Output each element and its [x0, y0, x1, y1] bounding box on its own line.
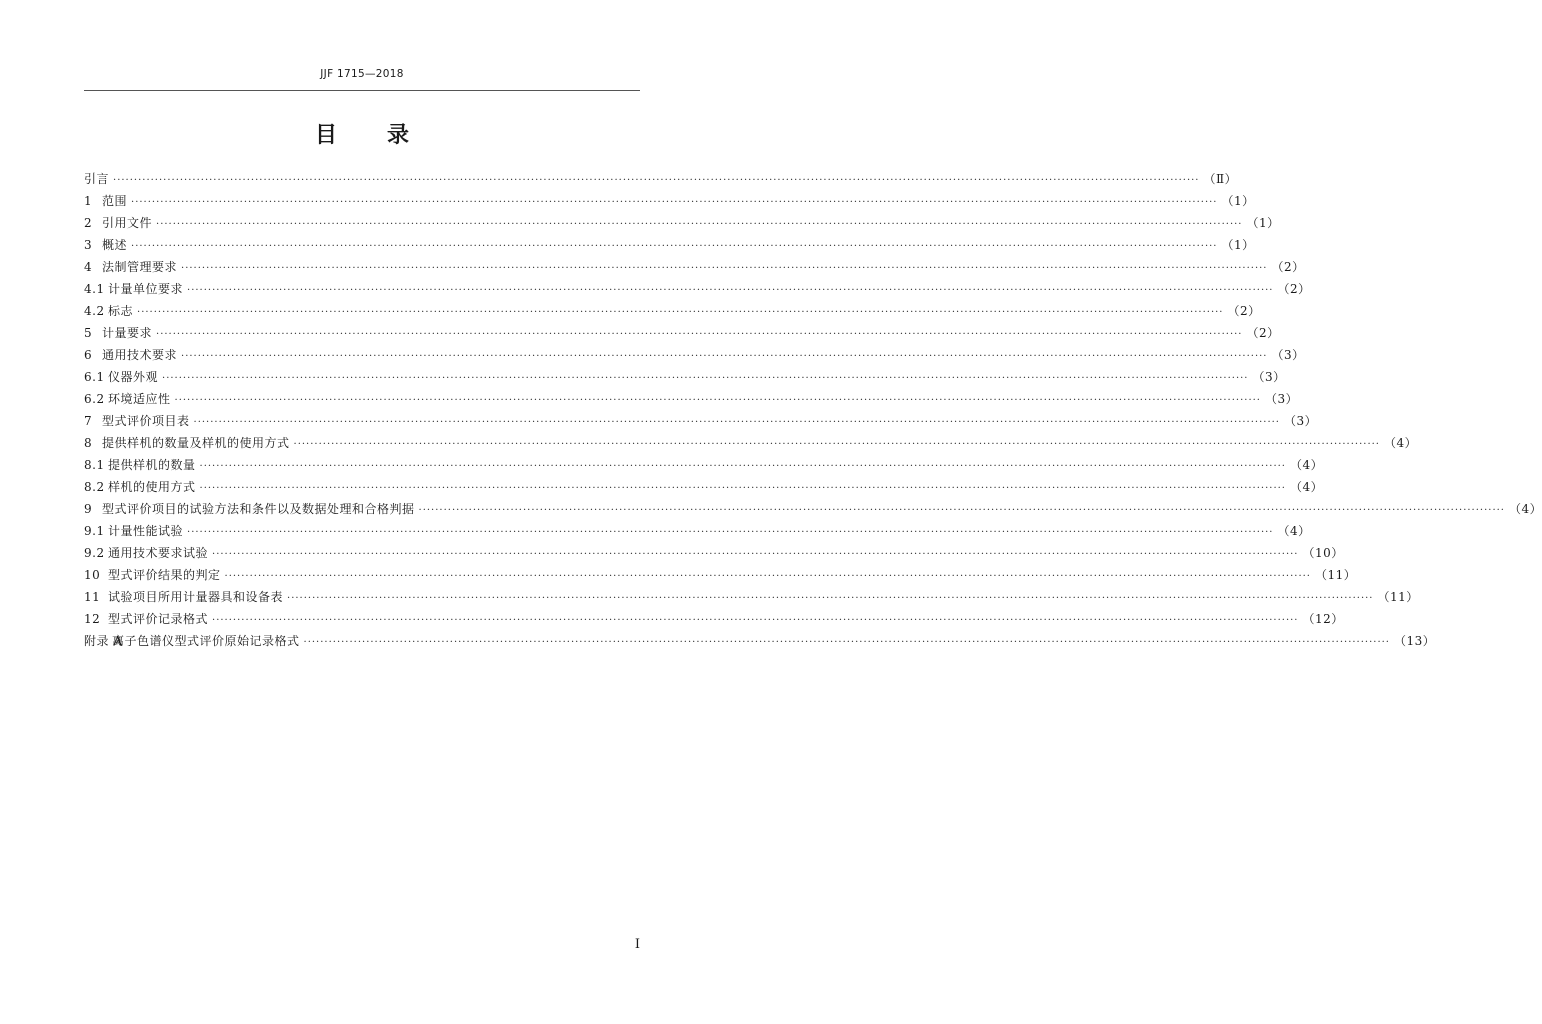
toc-dot-leader: ····································································································································································································································································: [131, 197, 1218, 208]
toc-entry-number: 4.1: [84, 282, 105, 296]
toc-entry-label: [84, 454, 196, 476]
toc-dot-leader: ····································································································································································································································································: [113, 175, 1200, 186]
toc-entry-page: （11）: [1377, 590, 1419, 604]
toc-entry-label: [84, 366, 158, 388]
toc-entry-title: 计量单位要求: [108, 282, 184, 296]
toc-entry: [84, 520, 1311, 542]
toc-entry-number: 9.1: [84, 524, 105, 538]
toc-entry-label: [84, 476, 196, 498]
toc-entry-page: （3）: [1264, 392, 1299, 406]
toc-dot-leader: ····································································································································································································································································: [199, 461, 1286, 472]
toc-entry-label: [84, 190, 127, 212]
toc-entry-page: （3）: [1283, 414, 1318, 428]
toc-entry-title: 提供样机的数量及样机的使用方式: [102, 436, 290, 450]
toc-entry-number: 8.2: [84, 480, 105, 494]
toc-entry-number: 1: [84, 194, 93, 208]
toc-entry-title: 范围: [102, 194, 128, 208]
toc-entry-page: （1）: [1246, 216, 1280, 230]
toc-entry-page: （4）: [1508, 502, 1542, 516]
toc-entry-title: 样机的使用方式: [108, 480, 196, 494]
toc-entry-number: 9: [84, 502, 93, 516]
toc-entry-page: （10）: [1302, 546, 1344, 560]
toc-dot-leader: ····································································································································································································································································: [156, 219, 1243, 230]
toc-entry: [84, 476, 1324, 498]
toc-entry-title: 标志: [108, 304, 134, 318]
toc-dot-leader: ····································································································································································································································································: [293, 439, 1380, 450]
toc-entry-title: 试验项目所用计量器具和设备表: [108, 590, 284, 604]
toc-entry-number: 6: [84, 348, 93, 362]
toc-entry-page: （2）: [1277, 282, 1311, 296]
toc-entry-title: 离子色谱仪型式评价原始记录格式: [112, 634, 300, 648]
toc-entry: [84, 234, 1255, 256]
toc-entry-page: （4）: [1277, 524, 1311, 538]
toc-entry: [84, 212, 1280, 234]
toc-entry-label: [84, 344, 177, 366]
toc-entry-page: （1）: [1221, 238, 1255, 252]
toc-entry-title: 型式评价项目的试验方法和条件以及数据处理和合格判据: [102, 502, 415, 516]
toc-dot-leader: ····································································································································································································································································: [303, 637, 1390, 648]
toc-entry-label: [84, 300, 133, 322]
toc-entry-number: 6.2: [84, 392, 105, 406]
toc-dot-leader: ····································································································································································································································································: [193, 417, 1280, 428]
toc-entry-number: 10: [84, 568, 101, 582]
toc-entry-number: 9.2: [84, 546, 105, 560]
toc-dot-leader: ····································································································································································································································································: [156, 329, 1243, 340]
toc-entry: [84, 344, 1305, 366]
toc-entry-title: 引用文件: [102, 216, 153, 230]
toc-entry-number: 4: [84, 260, 93, 274]
toc-entry-label: [84, 168, 109, 190]
toc-entry-title: 计量要求: [102, 326, 153, 340]
toc-entry-number: 2: [84, 216, 93, 230]
toc-entry-number: 11: [84, 590, 101, 604]
toc-entry-label: [84, 630, 300, 652]
toc-entry-number: 7: [84, 414, 93, 428]
toc-entry: [84, 542, 1344, 564]
toc-entry: [84, 498, 1542, 520]
toc-entry-label: [84, 498, 415, 520]
toc-dot-leader: ····································································································································································································································································: [212, 549, 1299, 560]
toc-entry-title: 通用技术要求试验: [108, 546, 209, 560]
toc-entry-title: 引言: [84, 172, 110, 186]
toc-entry-title: 通用技术要求: [102, 348, 178, 362]
toc-entry-title: 计量性能试验: [108, 524, 184, 538]
toc-entry: [84, 278, 1311, 300]
toc-dot-leader: ····································································································································································································································································: [162, 373, 1249, 384]
toc-entry-number: 5: [84, 326, 93, 340]
toc-entry-label: [84, 322, 152, 344]
toc-entry: [84, 586, 1419, 608]
header-rule: [84, 90, 640, 91]
toc-entry-label: [84, 410, 190, 432]
page-title: [84, 118, 640, 149]
toc-entry-label: [84, 608, 208, 630]
toc-dot-leader: ····································································································································································································································································: [137, 307, 1224, 318]
toc-entry: [84, 630, 1436, 652]
toc-entry-page: （11）: [1314, 568, 1357, 582]
toc-dot-leader: ····································································································································································································································································: [131, 241, 1218, 252]
toc-entry-number: 附录 A: [84, 634, 123, 648]
toc-entry-page: （4）: [1383, 436, 1418, 450]
toc-entry-title: 型式评价项目表: [102, 414, 190, 428]
toc-entry-title: 仪器外观: [108, 370, 159, 384]
toc-entry-page: （4）: [1289, 480, 1324, 494]
toc-entry: [84, 168, 1238, 190]
toc-entry-title: 概述: [102, 238, 128, 252]
table-of-contents: [84, 168, 1542, 652]
toc-dot-leader: ····································································································································································································································································: [212, 615, 1299, 626]
toc-entry-page: （13）: [1393, 634, 1436, 648]
toc-entry: [84, 256, 1305, 278]
toc-entry-title: 提供样机的数量: [108, 458, 196, 472]
toc-entry-label: [84, 388, 171, 410]
toc-entry: [84, 322, 1280, 344]
toc-entry-page: （2）: [1271, 260, 1305, 274]
toc-entry-number: 8: [84, 436, 93, 450]
title-char-2: 录: [387, 122, 410, 148]
toc-dot-leader: ····································································································································································································································································: [181, 263, 1268, 274]
toc-entry: [84, 388, 1299, 410]
toc-dot-leader: ····································································································································································································································································: [187, 285, 1274, 296]
toc-entry: [84, 564, 1357, 586]
toc-entry-label: [84, 564, 221, 586]
toc-entry-label: [84, 212, 152, 234]
toc-entry-label: [84, 432, 290, 454]
toc-entry-number: 3: [84, 238, 93, 252]
toc-entry-number: 6.1: [84, 370, 105, 384]
toc-dot-leader: ····································································································································································································································································: [199, 483, 1286, 494]
toc-entry-label: [84, 234, 127, 256]
toc-entry: [84, 190, 1255, 212]
toc-entry-title: 型式评价结果的判定: [108, 568, 221, 582]
toc-entry-page: （2）: [1227, 304, 1261, 318]
toc-dot-leader: ····································································································································································································································································: [224, 571, 1311, 582]
toc-entry: [84, 454, 1324, 476]
toc-entry: [84, 432, 1418, 454]
toc-entry-page: （1）: [1221, 194, 1255, 208]
toc-entry-label: [84, 256, 177, 278]
toc-entry-label: [84, 278, 183, 300]
toc-entry-page: （3）: [1252, 370, 1286, 384]
toc-dot-leader: ····································································································································································································································································: [418, 505, 1505, 516]
toc-dot-leader: ····································································································································································································································································: [187, 527, 1274, 538]
running-header: JJF 1715—2018: [320, 68, 404, 80]
toc-entry-page: （3）: [1271, 348, 1305, 362]
toc-entry: [84, 410, 1318, 432]
title-char-1: 目: [314, 122, 337, 148]
page-number: I: [634, 937, 640, 952]
toc-entry-number: 4.2: [84, 304, 105, 318]
toc-entry-title: 环境适应性: [108, 392, 171, 406]
toc-entry: [84, 300, 1261, 322]
toc-dot-leader: ····································································································································································································································································: [174, 395, 1261, 406]
toc-entry: [84, 608, 1344, 630]
toc-entry-page: （2）: [1246, 326, 1280, 340]
toc-entry-page: （Ⅱ）: [1203, 172, 1238, 186]
toc-dot-leader: ····································································································································································································································································: [181, 351, 1268, 362]
toc-entry-number: 8.1: [84, 458, 105, 472]
toc-entry: [84, 366, 1286, 388]
toc-entry-page: （12）: [1302, 612, 1344, 626]
toc-entry-label: [84, 542, 208, 564]
toc-entry-page: （4）: [1289, 458, 1324, 472]
toc-entry-label: [84, 520, 183, 542]
toc-entry-label: [84, 586, 283, 608]
toc-entry-number: 12: [84, 612, 101, 626]
toc-entry-title: 型式评价记录格式: [108, 612, 209, 626]
toc-dot-leader: ····································································································································································································································································: [287, 593, 1374, 604]
toc-entry-title: 法制管理要求: [102, 260, 178, 274]
